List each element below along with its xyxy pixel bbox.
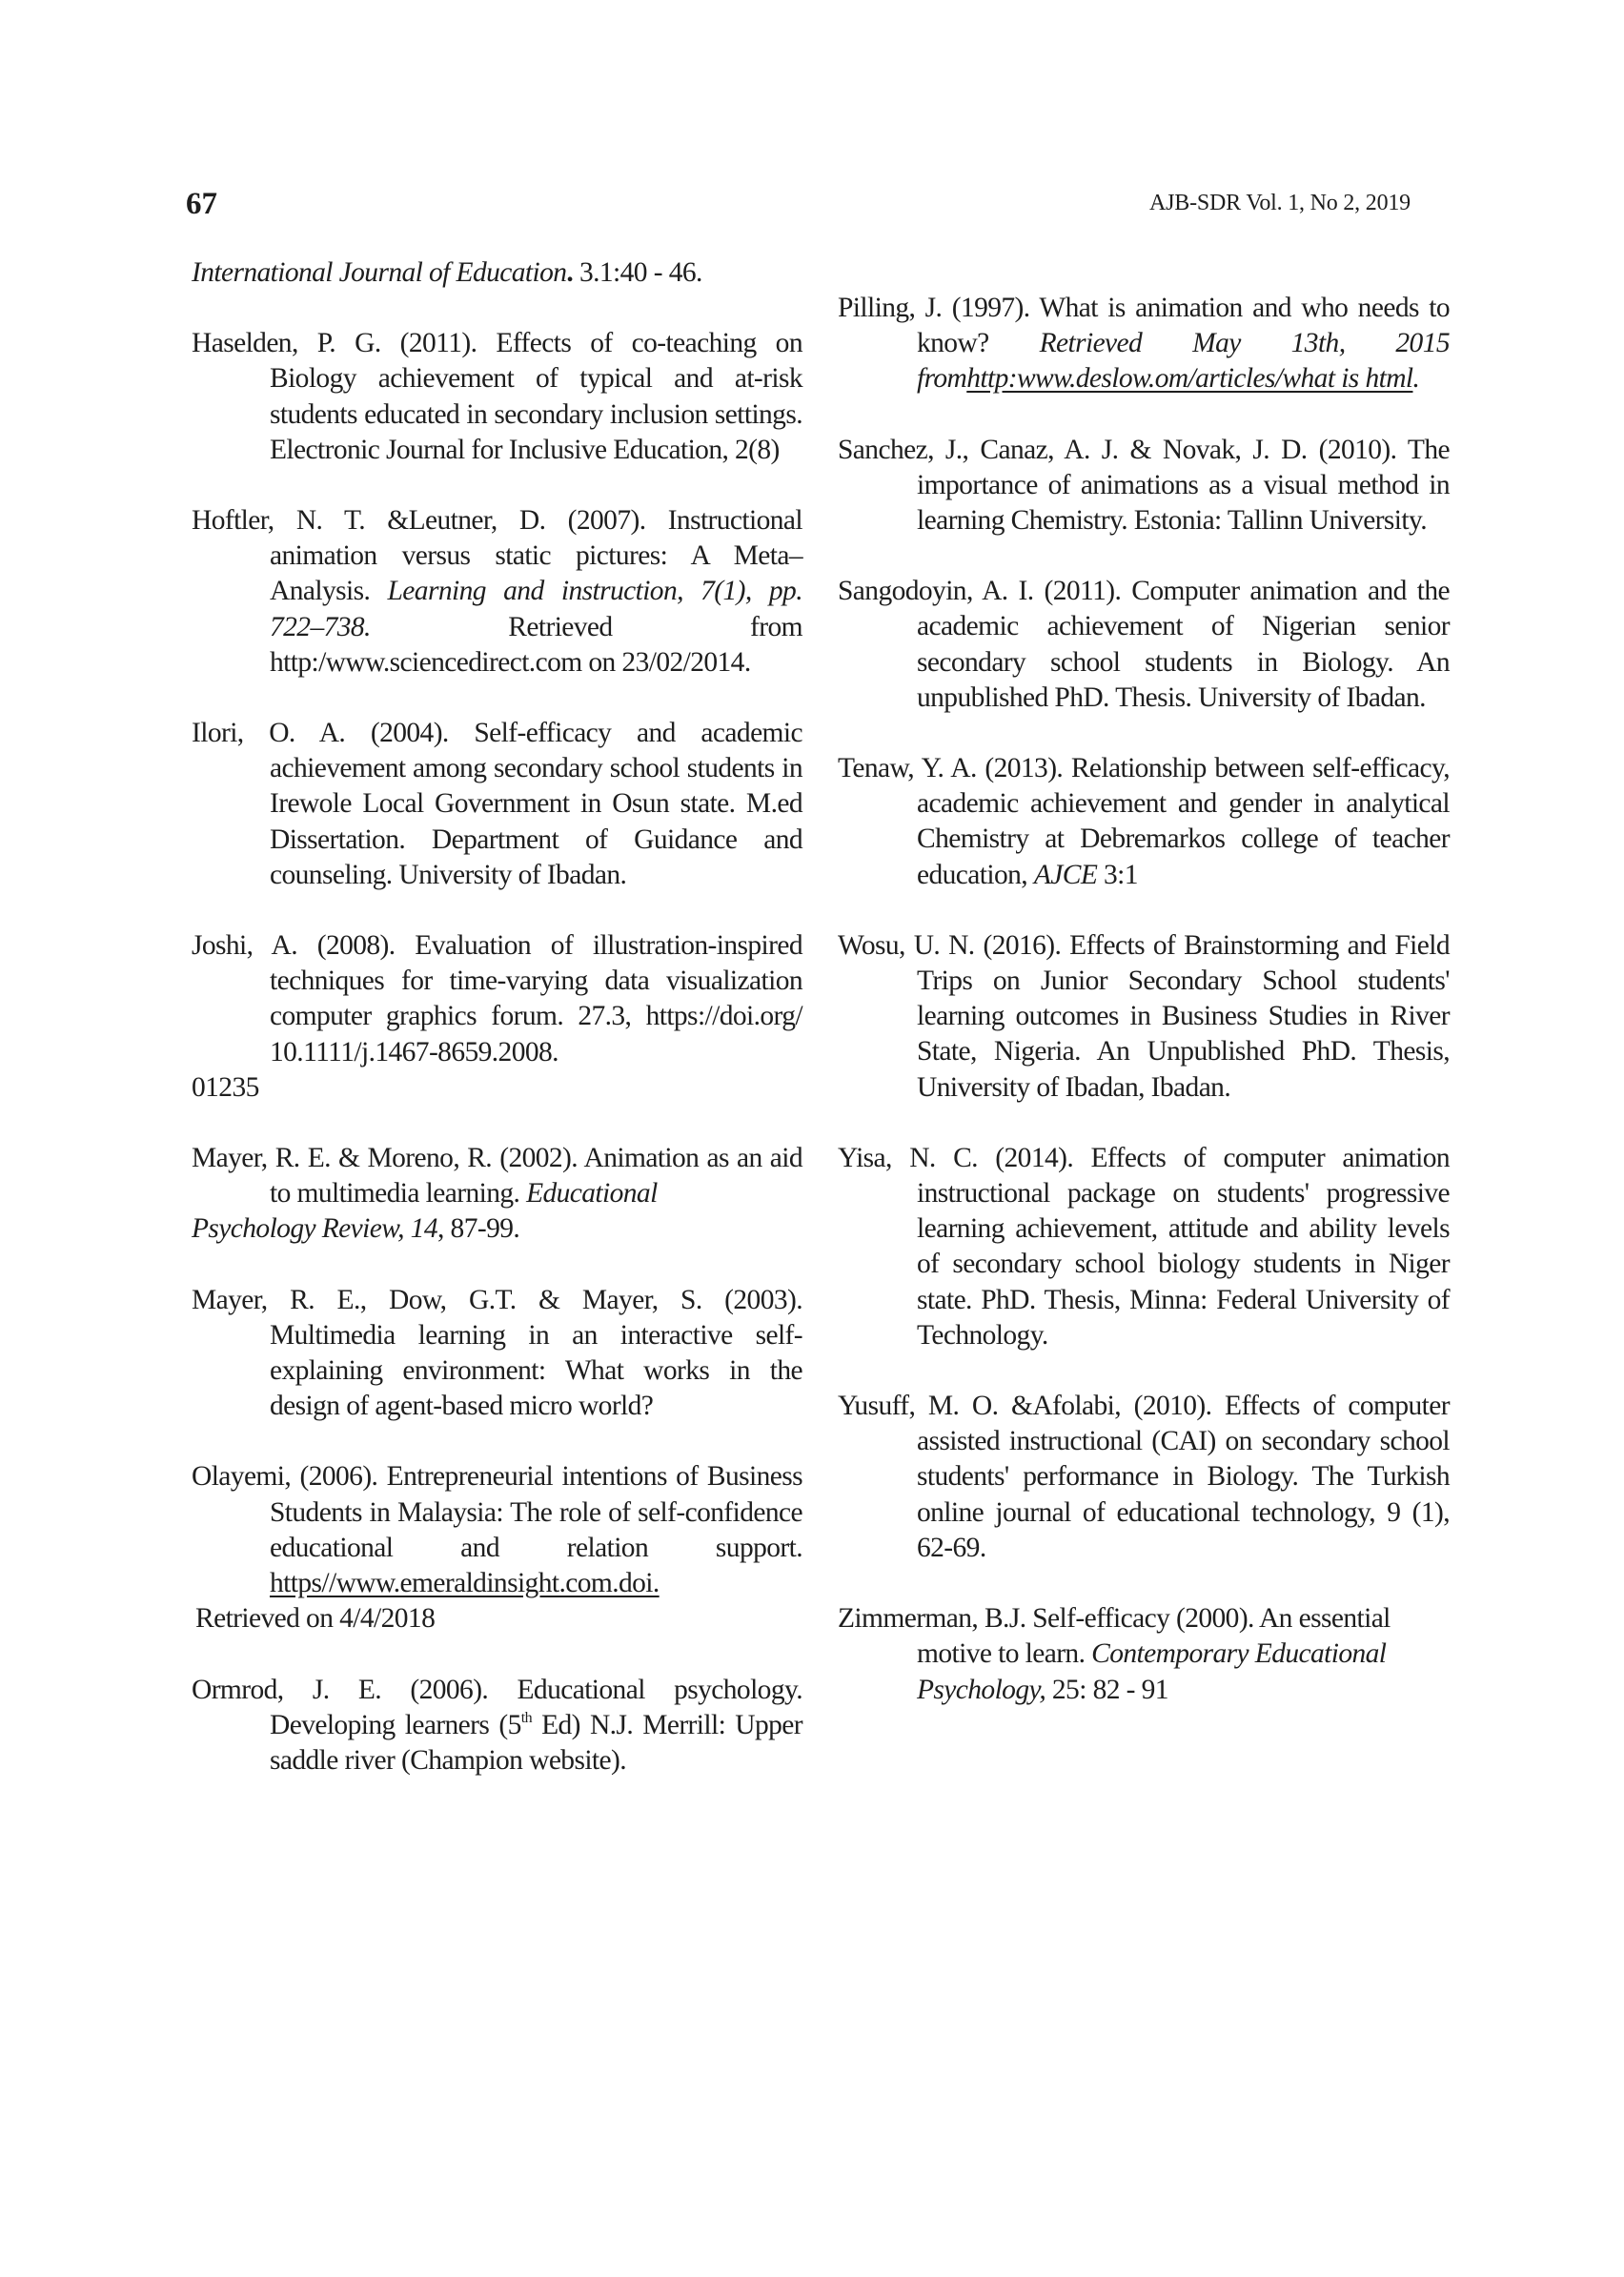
- journal-title: AJCE: [1033, 859, 1098, 890]
- reference-item: [838, 574, 1450, 716]
- reference-text: 3:1: [1097, 859, 1138, 890]
- journal-title: Educational: [526, 1178, 658, 1210]
- page-number: 67: [186, 187, 217, 221]
- reference-item: [838, 433, 1450, 539]
- reference-item: [192, 1141, 802, 1211]
- reference-text: Sanchez, J., Canaz, A. J. & Novak, J. D. (2010). The importance of animations as a visual method in learning Chemistry. Estonia: Tallinn University.: [838, 434, 1450, 537]
- reference-item: [192, 503, 802, 681]
- reference-link[interactable]: https//www.emeraldinsight.com.doi.: [270, 1568, 660, 1599]
- reference-text: Yisa, N. C. (2014). Effects of computer animation instructional package on students' progressive learning achievement, attitude and ability levels of secondary school biology students in Niger state. PhD. Thesis, Minna: Federal University of Technology.: [838, 1142, 1450, 1351]
- journal-title: Psychology Review, 14: [192, 1213, 437, 1245]
- reference-text: Retrieved on 4/4/2018: [195, 1603, 436, 1635]
- reference-text: Ilori, O. A. (2004). Self-efficacy and academic achievement among secondary school students in Irewole Local Government in Osun state. M.ed Dissertation. Department of Guidance and counseling. University of Ibadan.: [192, 718, 802, 890]
- reference-item: [838, 1601, 1450, 1708]
- reference-item: [192, 1283, 802, 1425]
- reference-text: Olayemi, (2006). Entrepreneurial intentions of Business Students in Malaysia: The role of self-confidence educational and relation support.: [192, 1461, 802, 1563]
- reference-text: Retrieved from http:/www.sciencedirect.com on 23/02/2014.: [270, 611, 802, 678]
- running-head: AJB-SDR Vol. 1, No 2, 2019: [1149, 191, 1411, 215]
- reference-item: [192, 1459, 802, 1637]
- reference-link[interactable]: http:www.deslow.om/articles/what is html: [966, 363, 1413, 395]
- reference-text: Zimmerman, B.J. Self-efficacy (2000). An essential motive to learn.: [838, 1603, 1391, 1670]
- reference-item: [192, 326, 802, 468]
- reference-text: 01235: [192, 1071, 259, 1103]
- reference-text: Pilling, J. (1997). What is animation and who needs to know?: [838, 293, 1450, 359]
- reference-item: [838, 1141, 1450, 1353]
- reference-text: Ed) N.J. Merrill: Upper saddle river (Champion website).: [270, 1709, 802, 1776]
- reference-text: Haselden, P. G. (2011). Effects of co-teaching on Biology achievement of typical and at-risk students educated in secondary inclusion settings. Electronic Journal for Inclusive Education, 2(8): [192, 328, 802, 465]
- punctuation: .: [1412, 363, 1420, 395]
- reference-text: Tenaw, Y. A. (2013). Relationship between self-efficacy, academic achievement and gender in analytical Chemistry at Debremarkos college of teacher education,: [838, 753, 1450, 890]
- references-left-column: [192, 255, 802, 1814]
- reference-text: 25: 82 - 91: [1045, 1674, 1168, 1705]
- journal-title: Learning and instruction, 7(1), pp. 722–738.: [270, 576, 802, 642]
- superscript: th: [520, 1709, 532, 1726]
- journal-title: Contemporary Educational Psychology,: [917, 1638, 1387, 1705]
- reference-continuation: [192, 255, 802, 291]
- separator: .: [566, 257, 574, 288]
- reference-text: Mayer, R. E., Dow, G.T. & Mayer, S. (2003). Multimedia learning in an interactive self-explaining environment: What works in the design of agent-based micro world?: [192, 1284, 802, 1422]
- reference-text: Wosu, U. N. (2016). Effects of Brainstorming and Field Trips on Junior Secondary School students' learning outcomes in Business Studies in River State, Nigeria. An Unpublished PhD. Thesis, University of Ibadan, Ibadan.: [838, 929, 1450, 1103]
- reference-item: [192, 1673, 802, 1779]
- retrieval-note: Retrieved May 13th, 2015 from: [917, 328, 1450, 395]
- journal-title: International Journal of Education: [192, 257, 567, 288]
- reference-item: [838, 291, 1450, 397]
- reference-item: [192, 928, 802, 1106]
- reference-text: Hoftler, N. T. &Leutner, D. (2007). Instructional animation versus static pictures: A Meta–Analysis.: [192, 505, 802, 607]
- reference-item: [838, 928, 1450, 1106]
- reference-text: Mayer, R. E. & Moreno, R. (2002). Animation as an aid to multimedia learning.: [192, 1143, 802, 1210]
- reference-text: Sangodoyin, A. I. (2011). Computer animation and the academic achievement of Nigerian senior secondary school students in Biology. An unpublished PhD. Thesis. University of Ibadan.: [838, 576, 1450, 713]
- reference-item: [838, 1389, 1450, 1566]
- reference-item: [838, 751, 1450, 893]
- reference-text: , 87-99.: [437, 1213, 520, 1245]
- reference-text: Joshi, A. (2008). Evaluation of illustration-inspired techniques for time-varying data visualization computer graphics forum. 27.3, https://doi.org/ 10.1111/j.1467-8659.2008.: [192, 930, 802, 1067]
- citation-detail: 3.1:40 - 46.: [573, 257, 702, 288]
- reference-text: Ormrod, J. E. (2006). Educational psychology. Developing learners (5: [192, 1674, 802, 1740]
- reference-text: Yusuff, M. O. &Afolabi, (2010). Effects of computer assisted instructional (CAI) on secondary school students' performance in Biology. The Turkish online journal of educational technology, 9 (1), 62-69.: [838, 1391, 1450, 1563]
- reference-continuation: [192, 1211, 802, 1247]
- references-right-column: [838, 291, 1450, 1743]
- reference-item: [192, 716, 802, 893]
